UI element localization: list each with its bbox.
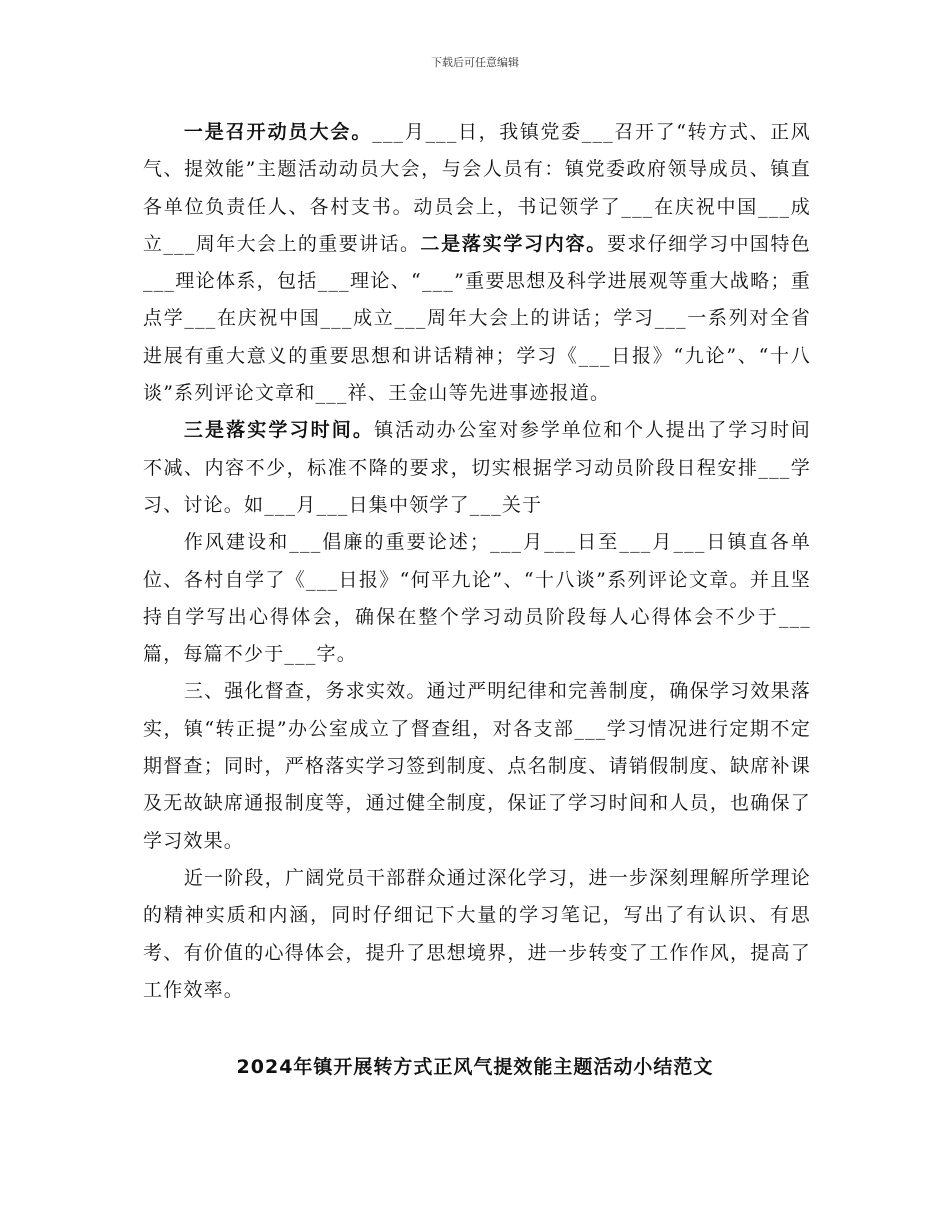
page-header: 下载后可任意编辑 (431, 56, 519, 69)
paragraph-4 (143, 673, 811, 859)
paragraph-2 (143, 412, 811, 524)
document-body (143, 114, 811, 1009)
paragraph-5 (143, 860, 811, 1009)
paragraph-text: 镇活动办公室对参学单位和个人提出了学习时间不减、内容不少，标准不降的要求，切实根据学习动员阶段日程安排___学习、讨论。如___月___日集中领学了___关于 (143, 419, 811, 516)
paragraph-text: 近一阶段，广阔党员干部群众通过深化学习，进一步深刻理解所学理论的精神实质和内涵，同时仔细记下大量的学习笔记，写出了有认识、有思考、有价值的心得体会，提升了思想境界，进一步转变了工作作风，提高了工作效率。 (143, 866, 811, 1001)
bold-heading-3: 三是落实学习时间。 (183, 419, 375, 442)
paragraph-text: 要求仔细学习中国特色___理论体系，包括___理论、“___”重要思想及科学进展观等重大战略；重点学___在庆祝中国___成立___周年大会上的讲话；学习___一系列对全省进展有重大意义的重要思想和讲话精神；学习《___日报》“九论”、“十八谈”系列评论文章和___祥、王金山等先进事迹报道。 (143, 232, 811, 405)
paragraph-text: ___月___日，我镇党委___召开了“转方式、正风气、提效能”主题活动动员大会，与会人员有：镇党委政府领导成员、镇直各单位负责任人、各村支书。动员会上，书记领学了___在庆祝中国___成立___周年大会上的重要讲话。 (143, 121, 811, 255)
paragraph-text: 作风建设和___倡廉的重要论述；___月___日至___月___日镇直各单位、各村自学了《___日报》“何平九论”、“十八谈”系列评论文章。并且坚持自学写出心得体会，确保在整个学习动员阶段每人心得体会不少于___篇，每篇不少于___字。 (143, 531, 811, 666)
paragraph-3 (143, 524, 811, 673)
bold-heading-2: 二是落实学习内容。 (420, 232, 607, 255)
paragraph-1 (143, 114, 811, 412)
bold-heading-1: 一是召开动员大会。 (183, 121, 373, 143)
document-title: 2024年镇开展转方式正风气提效能主题活动小结范文 (236, 1056, 714, 1078)
paragraph-text: 三、强化督查，务求实效。通过严明纪律和完善制度，确保学习效果落实，镇“转正提”办公室成立了督查组，对各支部___学习情况进行定期不定期督查；同时，严格落实学习签到制度、点名制度、请销假制度、缺席补课及无故缺席通报制度等，通过健全制度，保证了学习时间和人员，也确保了学习效果。 (143, 680, 811, 852)
